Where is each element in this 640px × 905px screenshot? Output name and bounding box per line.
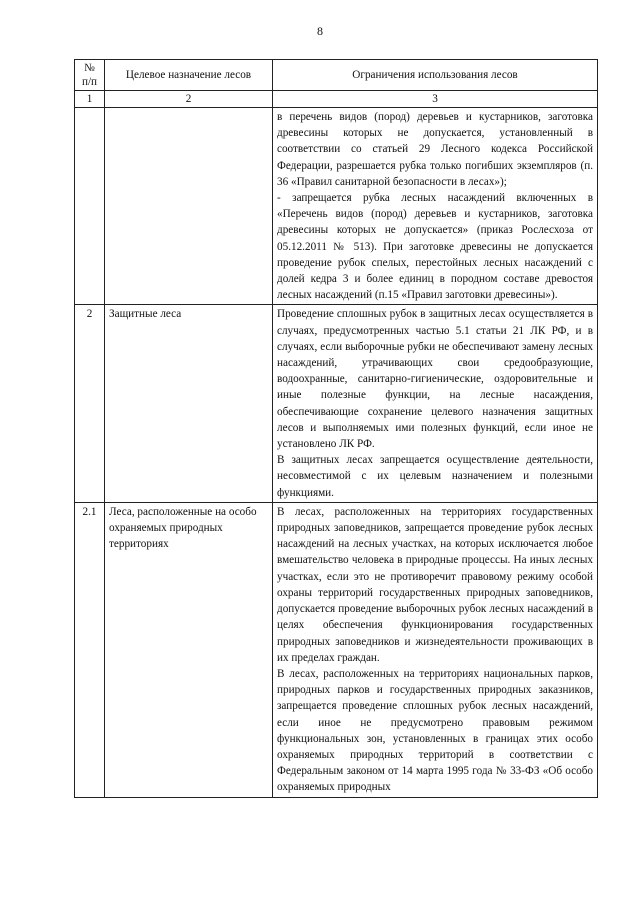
- header-purpose: Целевое назначение лесов: [105, 60, 273, 91]
- table-row: [75, 502, 598, 797]
- restriction-paragraph: в перечень видов (пород) деревьев и кустарников, заготовка древесины которых не допускается, установленный в соответствии со статьей 29 Лесного кодекса Российской Федерации, разрешается рубка только погибших экземпляров (п. 36 «Правил санитарной безопасности в лесах»);: [277, 111, 593, 188]
- table-row: [75, 305, 598, 502]
- row-purpose: Леса, расположенные на особо охраняемых природных территориях: [105, 502, 273, 797]
- header-restrictions: Ограничения использования лесов: [273, 60, 598, 91]
- row-number: 2.1: [75, 502, 105, 797]
- row-restrictions: [273, 502, 598, 797]
- column-number-row: [75, 91, 598, 108]
- table-row: [75, 108, 598, 305]
- forest-restrictions-table: [74, 59, 598, 798]
- table-header-row: [75, 60, 598, 91]
- restriction-paragraph: - запрещается рубка лесных насаждений включенных в «Перечень видов (пород) деревьев и кустарников, заготовка древесины которых не допускается» (приказ Рослесхоза от 05.12.2011 № 513). При заготовке древесины не допускается проведение рубок спелых, перестойных лесных насаждений с долей кедра 3 и более единиц в породном составе древостоя лесных насаждений (п.15 «Правил заготовки древесины»).: [277, 192, 593, 302]
- restriction-paragraph: В лесах, расположенных на территориях национальных парков, природных парков и государственных природных заказников, запрещается проведение сплошных рубок лесных насаждений, если иное не предусмотрено правовым режимом функциональных зон, установленных в границах этих особо охраняемых природных территорий в соответствии с Федеральным законом от 14 марта 1995 года № 33-ФЗ «Об особо охраняемых природных: [277, 667, 593, 794]
- page-number: 8: [317, 24, 323, 38]
- column-number-2: 2: [105, 91, 273, 108]
- row-number: 2: [75, 305, 105, 502]
- row-purpose: [105, 108, 273, 305]
- header-number: № п/п: [75, 60, 105, 91]
- column-number-1: 1: [75, 91, 105, 108]
- restriction-paragraph: В лесах, расположенных на территориях государственных природных заповедников, запрещается проведение рубок лесных насаждений на лесных участках, на которых исключается любое вмешательство человека в природные процессы. На иных лесных участках, если это не противоречит правовому режиму особой охраны территорий государственных природных заповедников, допускается проведение выборочных рубок лесных насаждений в целях обеспечения функционирования государственных природных заповедников и жизнедеятельности проживающих в их пределах граждан.: [277, 505, 593, 664]
- row-restrictions: [273, 305, 598, 502]
- restriction-paragraph: В защитных лесах запрещается осуществление деятельности, несовместимой с их целевым назначением и полезными функциями.: [277, 454, 593, 499]
- column-number-3: 3: [273, 91, 598, 108]
- row-restrictions: [273, 108, 598, 305]
- restriction-paragraph: Проведение сплошных рубок в защитных лесах осуществляется в случаях, предусмотренных частью 5.1 статьи 21 ЛК РФ, и в случаях, если выборочные рубки не обеспечивают замену лесных насаждений, утрачивающих свои средообразующие, водоохранные, санитарно-гигиенические, оздоровительные и иные полезные функции, на лесные насаждения, обеспечивающие сохранение целевого назначения защитных лесов и выполняемых ими полезных функций, если иное не установлено ЛК РФ.: [277, 308, 593, 451]
- row-number: [75, 108, 105, 305]
- row-purpose: Защитные леса: [105, 305, 273, 502]
